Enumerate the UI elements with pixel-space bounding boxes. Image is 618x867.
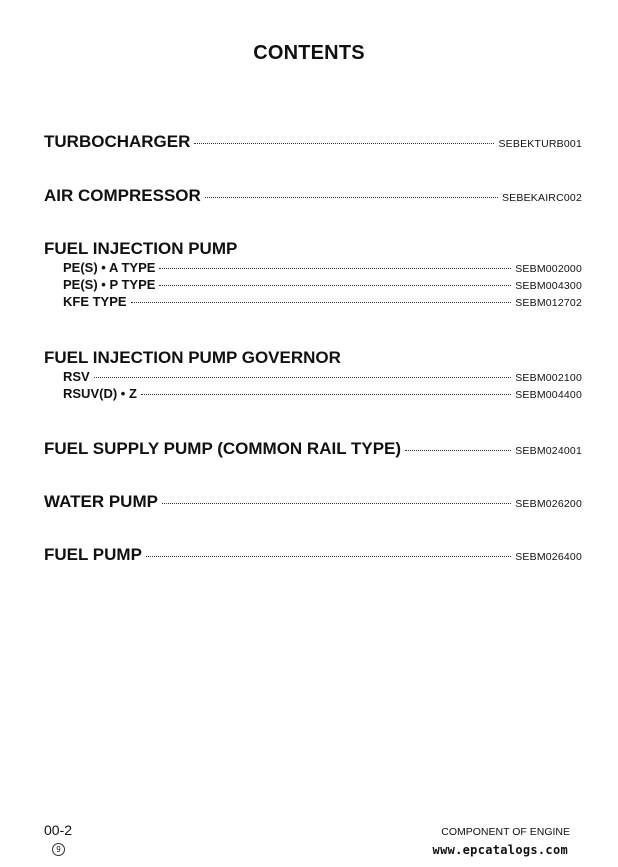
toc-entry-label: RSV: [63, 369, 90, 384]
toc-entry-label: TURBOCHARGER: [44, 132, 191, 151]
dot-leader: [162, 503, 511, 504]
toc-entry-code: SEBM004300: [515, 280, 582, 292]
toc-entry-code: SEBM012702: [515, 297, 582, 309]
toc-entry-label: WATER PUMP: [44, 492, 158, 511]
dot-leader: [194, 143, 494, 144]
toc-subentry-rsv[interactable]: [63, 369, 582, 384]
toc-entry-fuel-supply-pump[interactable]: [44, 439, 582, 459]
toc-entry-label: PE(S) • P TYPE: [63, 277, 156, 292]
dot-leader: [159, 285, 511, 286]
dot-leader: [94, 377, 511, 378]
toc-entry-code: SEBM002000: [515, 263, 582, 275]
toc-entry-water-pump[interactable]: [44, 492, 582, 512]
watermark: www.epcatalogs.com: [432, 843, 568, 857]
dot-leader: [405, 450, 511, 451]
toc-entry-label: KFE TYPE: [63, 294, 127, 309]
toc-entry-code: SEBM026400: [515, 551, 582, 563]
section-name: COMPONENT OF ENGINE: [441, 826, 570, 838]
toc-entry-code: SEBM004400: [515, 389, 582, 401]
page-title: CONTENTS: [253, 42, 365, 64]
dot-leader: [205, 197, 498, 198]
dot-leader: [141, 394, 511, 395]
toc-entry-code: SEBEKTURB001: [498, 138, 582, 150]
dot-leader: [159, 268, 511, 269]
toc-subentry-pe-a-type[interactable]: [63, 260, 582, 275]
toc-entry-label: FUEL SUPPLY PUMP (COMMON RAIL TYPE): [44, 439, 402, 458]
toc-entry-code: SEBEKAIRC002: [501, 192, 582, 204]
toc-entry-label: PE(S) • A TYPE: [63, 260, 156, 275]
toc-entry-air-compressor[interactable]: [44, 186, 582, 206]
dot-leader: [131, 302, 512, 303]
toc-subentry-pe-p-type[interactable]: [63, 277, 582, 292]
toc-heading-fuel-injection-pump: FUEL INJECTION PUMP: [44, 239, 238, 258]
toc-entry-turbocharger[interactable]: [44, 132, 582, 152]
toc-entry-label: FUEL PUMP: [44, 545, 142, 564]
toc-entry-fuel-pump[interactable]: [44, 545, 582, 565]
dot-leader: [146, 556, 511, 557]
toc-entry-code: SEBM024001: [515, 445, 582, 457]
revision-mark: 9: [52, 843, 65, 856]
toc-subentry-rsuv-d-z[interactable]: [63, 386, 582, 401]
toc-heading-fuel-injection-pump-governor: FUEL INJECTION PUMP GOVERNOR: [44, 348, 341, 367]
toc-entry-code: SEBM026200: [515, 498, 582, 510]
toc-entry-label: AIR COMPRESSOR: [44, 186, 201, 205]
toc-entry-label: RSUV(D) • Z: [63, 386, 137, 401]
page-number: 00-2: [44, 822, 73, 838]
toc-subentry-kfe-type[interactable]: [63, 294, 582, 309]
toc-entry-code: SEBM002100: [515, 372, 582, 384]
